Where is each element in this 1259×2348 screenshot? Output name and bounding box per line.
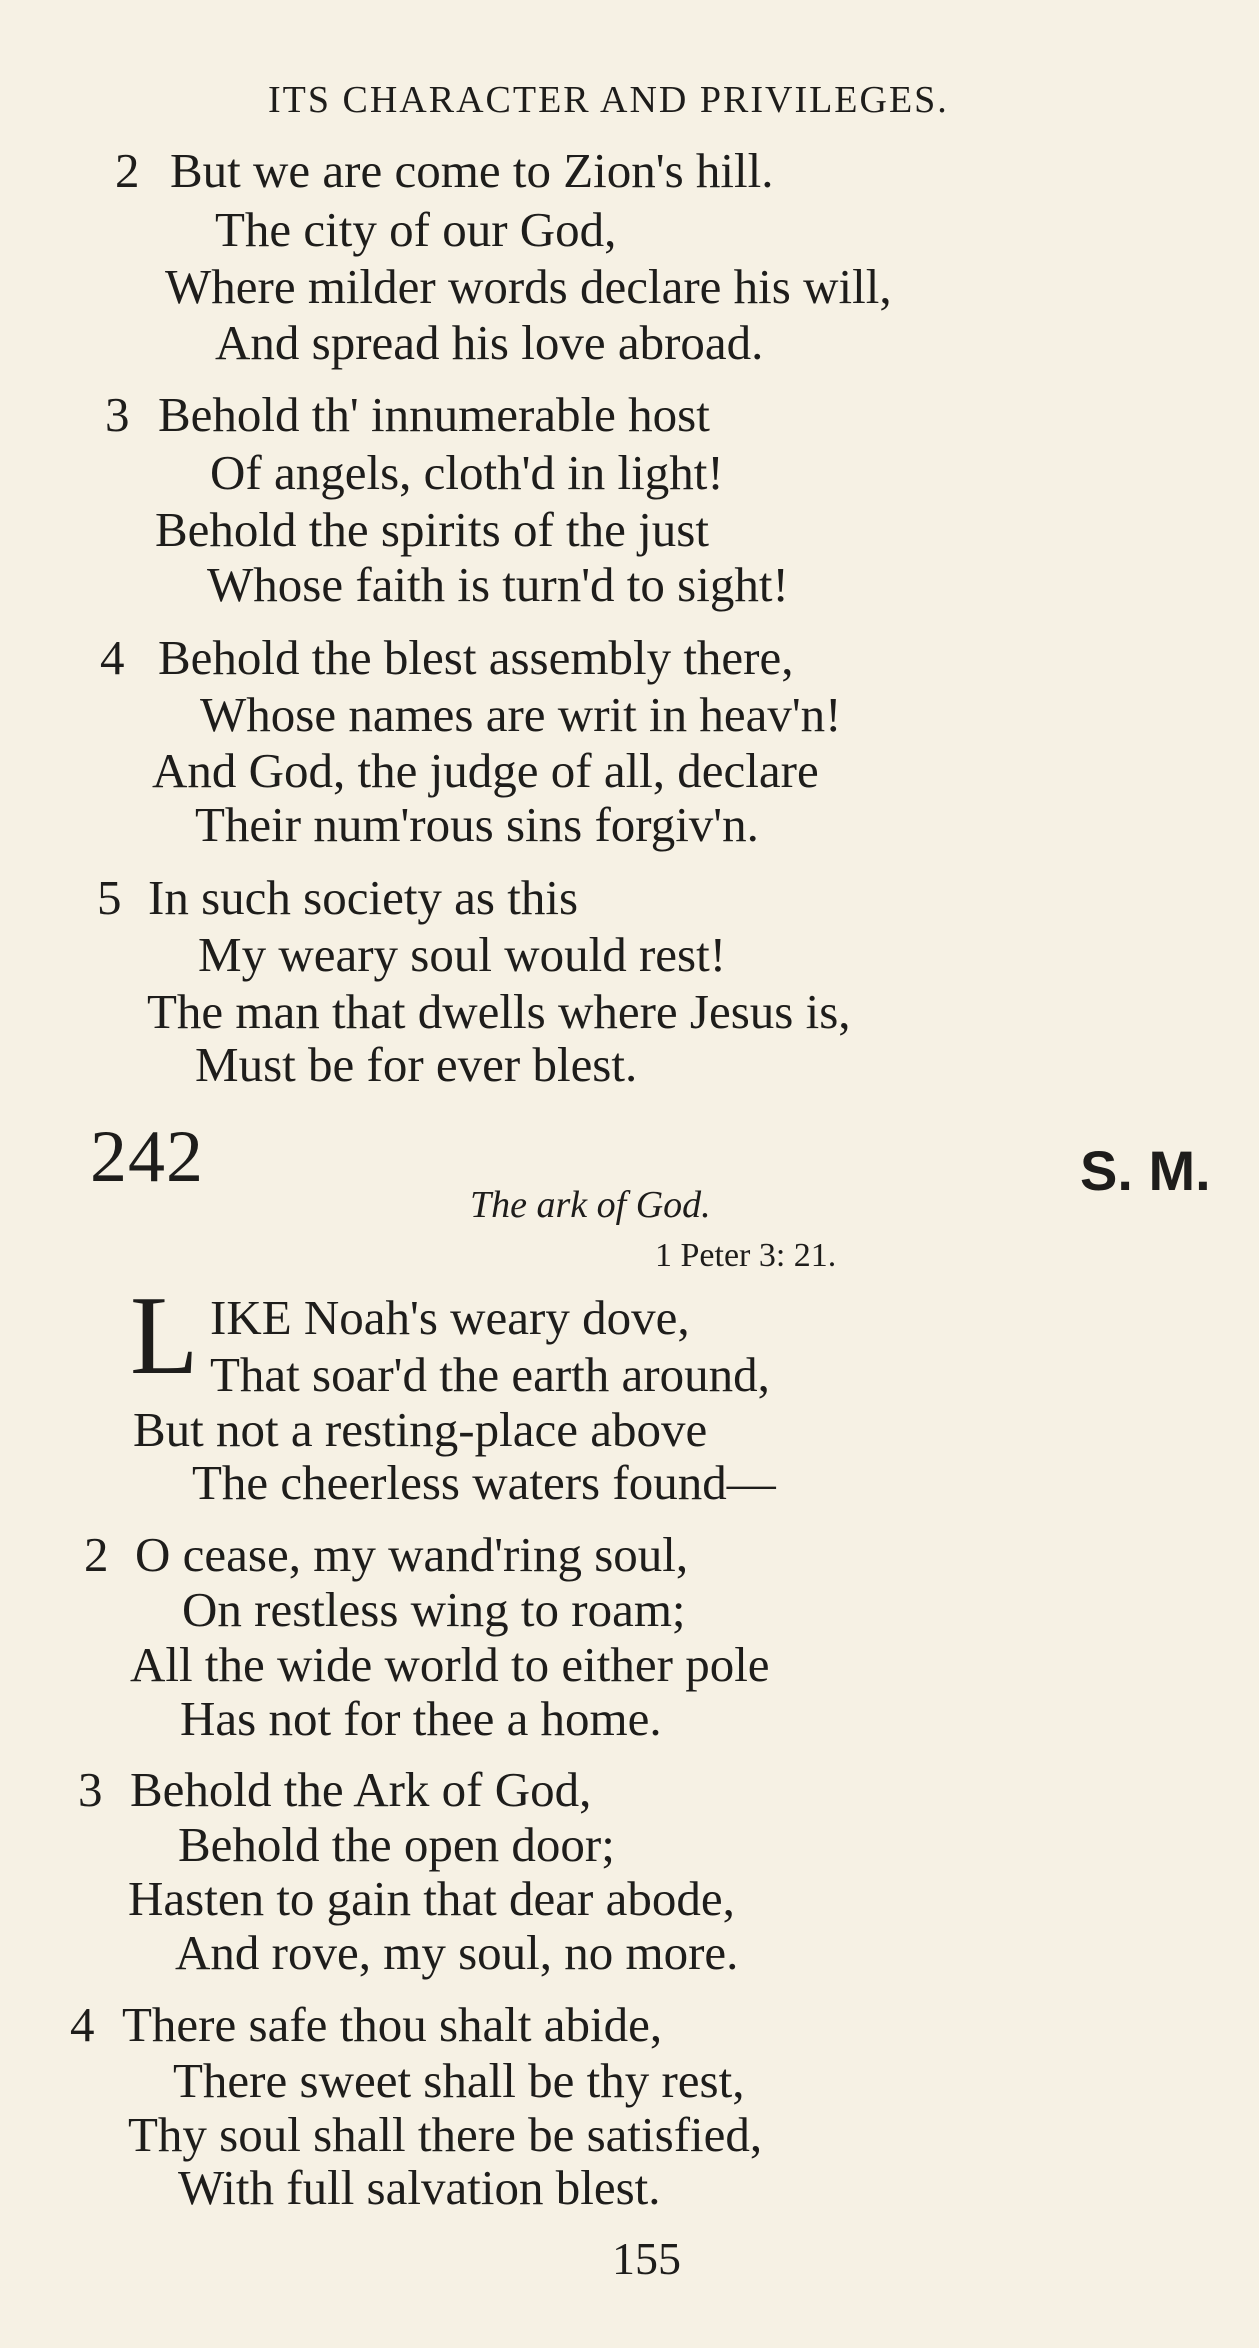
hymn-title: The ark of God. bbox=[470, 1184, 711, 1226]
running-header: ITS CHARACTER AND PRIVILEGES. bbox=[268, 79, 949, 121]
verse-line: Hasten to gain that dear abode, bbox=[128, 1871, 735, 1926]
verse-line: Behold the open door; bbox=[178, 1817, 615, 1872]
verse-line: Whose names are writ in heav'n! bbox=[200, 687, 842, 742]
stanza-number: 2 bbox=[84, 1527, 109, 1582]
page-number: 155 bbox=[612, 2233, 681, 2284]
verse-line: Of angels, cloth'd in light! bbox=[210, 445, 724, 500]
hymn-number: 242 bbox=[90, 1116, 204, 1198]
scripture-reference: 1 Peter 3: 21. bbox=[655, 1237, 837, 1274]
hymn-meter: S. M. bbox=[1080, 1139, 1211, 1202]
verse-line: Whose faith is turn'd to sight! bbox=[207, 557, 789, 612]
stanza-number: 2 bbox=[115, 143, 140, 198]
stanza-number: 3 bbox=[105, 387, 130, 442]
verse-line: But not a resting-place above bbox=[133, 1402, 708, 1457]
verse-line: IKE Noah's weary dove, bbox=[210, 1290, 690, 1345]
verse-line: The cheerless waters found— bbox=[192, 1455, 776, 1510]
verse-line: O cease, my wand'ring soul, bbox=[135, 1527, 689, 1582]
verse-line: And God, the judge of all, declare bbox=[152, 743, 819, 798]
stanza-number: 5 bbox=[97, 870, 122, 925]
verse-line: And spread his love abroad. bbox=[215, 315, 764, 370]
verse-line: There safe thou shalt abide, bbox=[122, 1997, 663, 2052]
verse-line: Has not for thee a home. bbox=[180, 1691, 662, 1746]
stanza-number: 4 bbox=[70, 1997, 95, 2052]
verse-line: In such society as this bbox=[148, 870, 579, 925]
drop-cap: L bbox=[130, 1274, 199, 1398]
verse-line: That soar'd the earth around, bbox=[210, 1347, 770, 1402]
verse-line: But we are come to Zion's hill. bbox=[170, 143, 774, 198]
verse-line: Behold th' innumerable host bbox=[158, 387, 710, 442]
verse-line: Their num'rous sins forgiv'n. bbox=[195, 797, 759, 852]
verse-line: Thy soul shall there be satisfied, bbox=[128, 2107, 763, 2162]
verse-line: The city of our God, bbox=[215, 202, 617, 257]
verse-line: There sweet shall be thy rest, bbox=[173, 2053, 745, 2108]
verse-line: Behold the blest assembly there, bbox=[158, 630, 794, 685]
verse-line: Behold the Ark of God, bbox=[130, 1762, 592, 1817]
verse-line: The man that dwells where Jesus is, bbox=[147, 984, 851, 1039]
verse-line: With full salvation blest. bbox=[178, 2160, 661, 2215]
verse-line: On restless wing to roam; bbox=[182, 1582, 686, 1637]
verse-line: My weary soul would rest! bbox=[198, 927, 727, 982]
verse-line: Behold the spirits of the just bbox=[155, 502, 709, 557]
verse-line: Where milder words declare his will, bbox=[165, 259, 892, 314]
verse-line: All the wide world to either pole bbox=[130, 1637, 770, 1692]
verse-line: Must be for ever blest. bbox=[195, 1037, 638, 1092]
stanza-number: 4 bbox=[100, 630, 125, 685]
stanza-number: 3 bbox=[78, 1762, 103, 1817]
verse-line: And rove, my soul, no more. bbox=[175, 1925, 739, 1980]
